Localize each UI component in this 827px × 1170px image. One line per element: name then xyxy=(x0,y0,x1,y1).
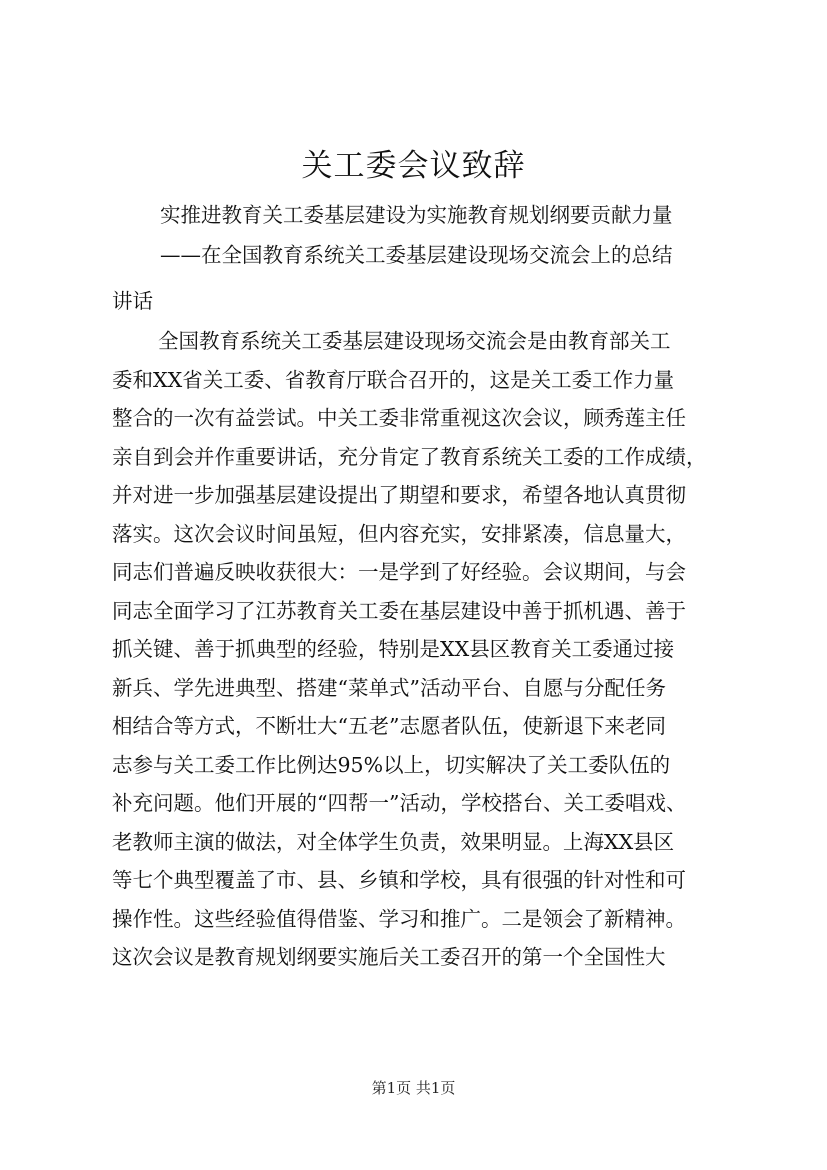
document-title: 关工委会议致辞 xyxy=(301,148,526,184)
body-line: 并对进一步加强基层建设提出了期望和要求，希望各地认真贯彻 xyxy=(112,483,686,507)
body-line: 等七个典型覆盖了市、县、乡镇和学校，具有很强的针对性和可 xyxy=(112,868,686,892)
body-line: 这次会议是教育规划纲要实施后关工委召开的第一个全国性大 xyxy=(112,945,666,969)
body-line: 相结合等方式，不断壮大“五老”志愿者队伍，使新退下来老同 xyxy=(112,714,666,738)
body-line: 操作性。这些经验值得借鉴、学习和推广。二是领会了新精神。 xyxy=(112,906,686,931)
document-subtitle-line3: 讲话 xyxy=(112,289,153,313)
body-line: 同志们普遍反映收获很大：一是学到了好经验。会议期间，与会 xyxy=(112,560,686,584)
document-subtitle-line2: ——在全国教育系统关工委基层建设现场交流会上的总结 xyxy=(160,243,673,267)
body-line: 志参与关工委工作比例达95%以上，切实解决了关工委队伍的 xyxy=(112,752,671,777)
body-line: 全国教育系统关工委基层建设现场交流会是由教育部关工 xyxy=(158,329,671,353)
body-line: 亲自到会并作重要讲话，充分肯定了教育系统关工委的工作成绩， xyxy=(112,444,707,469)
page-footer: 第1页 共1页 xyxy=(371,1079,456,1097)
body-line: 落实。这次会议时间虽短，但内容充实，安排紧凑，信息量大， xyxy=(112,521,686,546)
document-subtitle: 实推进教育关工委基层建设为实施教育规划纲要贡献力量 xyxy=(160,203,673,227)
body-line: 整合的一次有益尝试。中关工委非常重视这次会议，顾秀莲主任 xyxy=(112,406,686,430)
document-body xyxy=(112,322,722,977)
body-line: 委和XX省关工委、省教育厅联合召开的，这是关工委工作力量 xyxy=(112,367,675,392)
body-line: 补充问题。他们开展的“四帮一”活动，学校搭台、关工委唱戏、 xyxy=(112,791,687,815)
body-line: 新兵、学先进典型、搭建“菜单式”活动平台、自愿与分配任务 xyxy=(112,675,666,700)
body-line: 同志全面学习了江苏教育关工委在基层建设中善于抓机遇、善于 xyxy=(112,598,686,623)
body-line: 抓关键、善于抓典型的经验，特别是XX县区教育关工委通过接 xyxy=(112,637,675,661)
body-line: 老教师主演的做法，对全体学生负责，效果明显。上海XX县区 xyxy=(112,829,675,854)
